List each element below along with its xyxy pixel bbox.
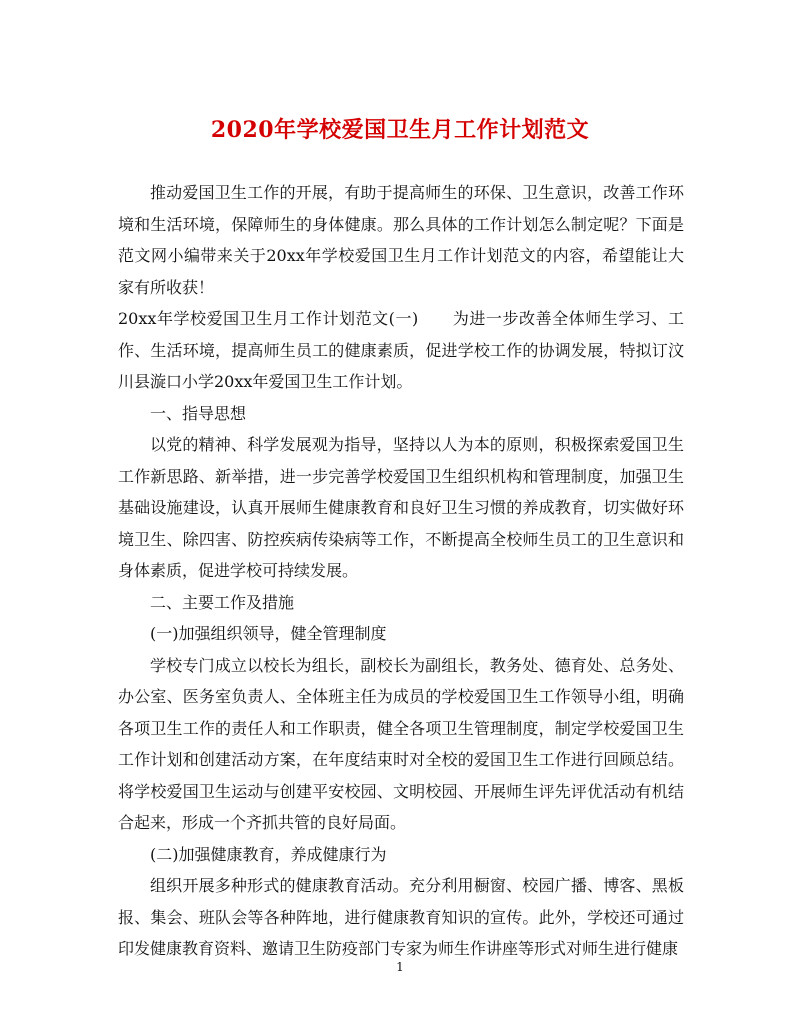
sub1-paragraph: 学校专门成立以校长为组长，副校长为副组长，教务处、德育处、总务处、办公室、医务室负责人、全体班主任为成员的学校爱国卫生工作领导小组，明确各项卫生工作的责任人和工作职责，健全各项卫生管理制度，制定学校爱国卫生工作计划和创建活动方案，在年度结束时对全校的爱国卫生工作进行回顾总结。将学校爱国卫生运动与创建平安校园、文明校园、开展师生评先评优活动有机结合起来，形成一个齐抓共管的良好局面。 [118, 655, 684, 832]
guiding-heading: 一、指导思想 [150, 403, 247, 423]
section-heading: 20xx年学校爱国卫生月工作计划范文(一) [118, 309, 419, 328]
document-body [118, 177, 684, 965]
sub1-heading: (一)加强组织领导，健全管理制度 [150, 624, 387, 643]
guiding-paragraph: 以党的精神、科学发展观为指导，坚持以人为本的原则，积极探索爱国卫生工作新思路、新举措，进一步完善学校爱国卫生组织机构和管理制度，加强卫生基础设施建设，认真开展师生健康教育和良好卫生习惯的养成教育，切实做好环境卫生、除四害、防控疾病传染病等工作，不断提高全校师生员工的卫生意识和身体素质，促进学校可持续发展。 [118, 435, 684, 580]
section-paragraph [118, 303, 684, 398]
measures-heading: 二、主要工作及措施 [150, 592, 295, 612]
document-title: 2020年学校爱国卫生月工作计划范文 [210, 117, 590, 143]
intro-paragraph: 推动爱国卫生工作的开展，有助于提高师生的环保、卫生意识，改善工作环境和生活环境，保障师生的身体健康。那么具体的工作计划怎么制定呢？下面是范文网小编带来关于20xx年学校爱国卫生月工作计划范文的内容，希望能让大家有所收获！ [118, 183, 684, 297]
sub2-heading: (二)加强健康教育，养成健康行为 [150, 844, 387, 864]
page-number: 1 [396, 960, 404, 974]
section-lead: 为进一步改善全体师生学习、工作、生活环境，提高师生员工的健康素质，促进学校工作的协调发展，特拟订汶川县漩口小学20xx年爱国卫生工作计划。 [118, 309, 684, 391]
sub2-paragraph: 组织开展多种形式的健康教育活动。充分利用橱窗、校园广播、博客、黑板报、集会、班队会等各种阵地，进行健康教育知识的宣传。此外，学校还可通过印发健康教育资料、邀请卫生防疫部门专家为师生作讲座等形式对师生进行健康 [118, 876, 684, 958]
